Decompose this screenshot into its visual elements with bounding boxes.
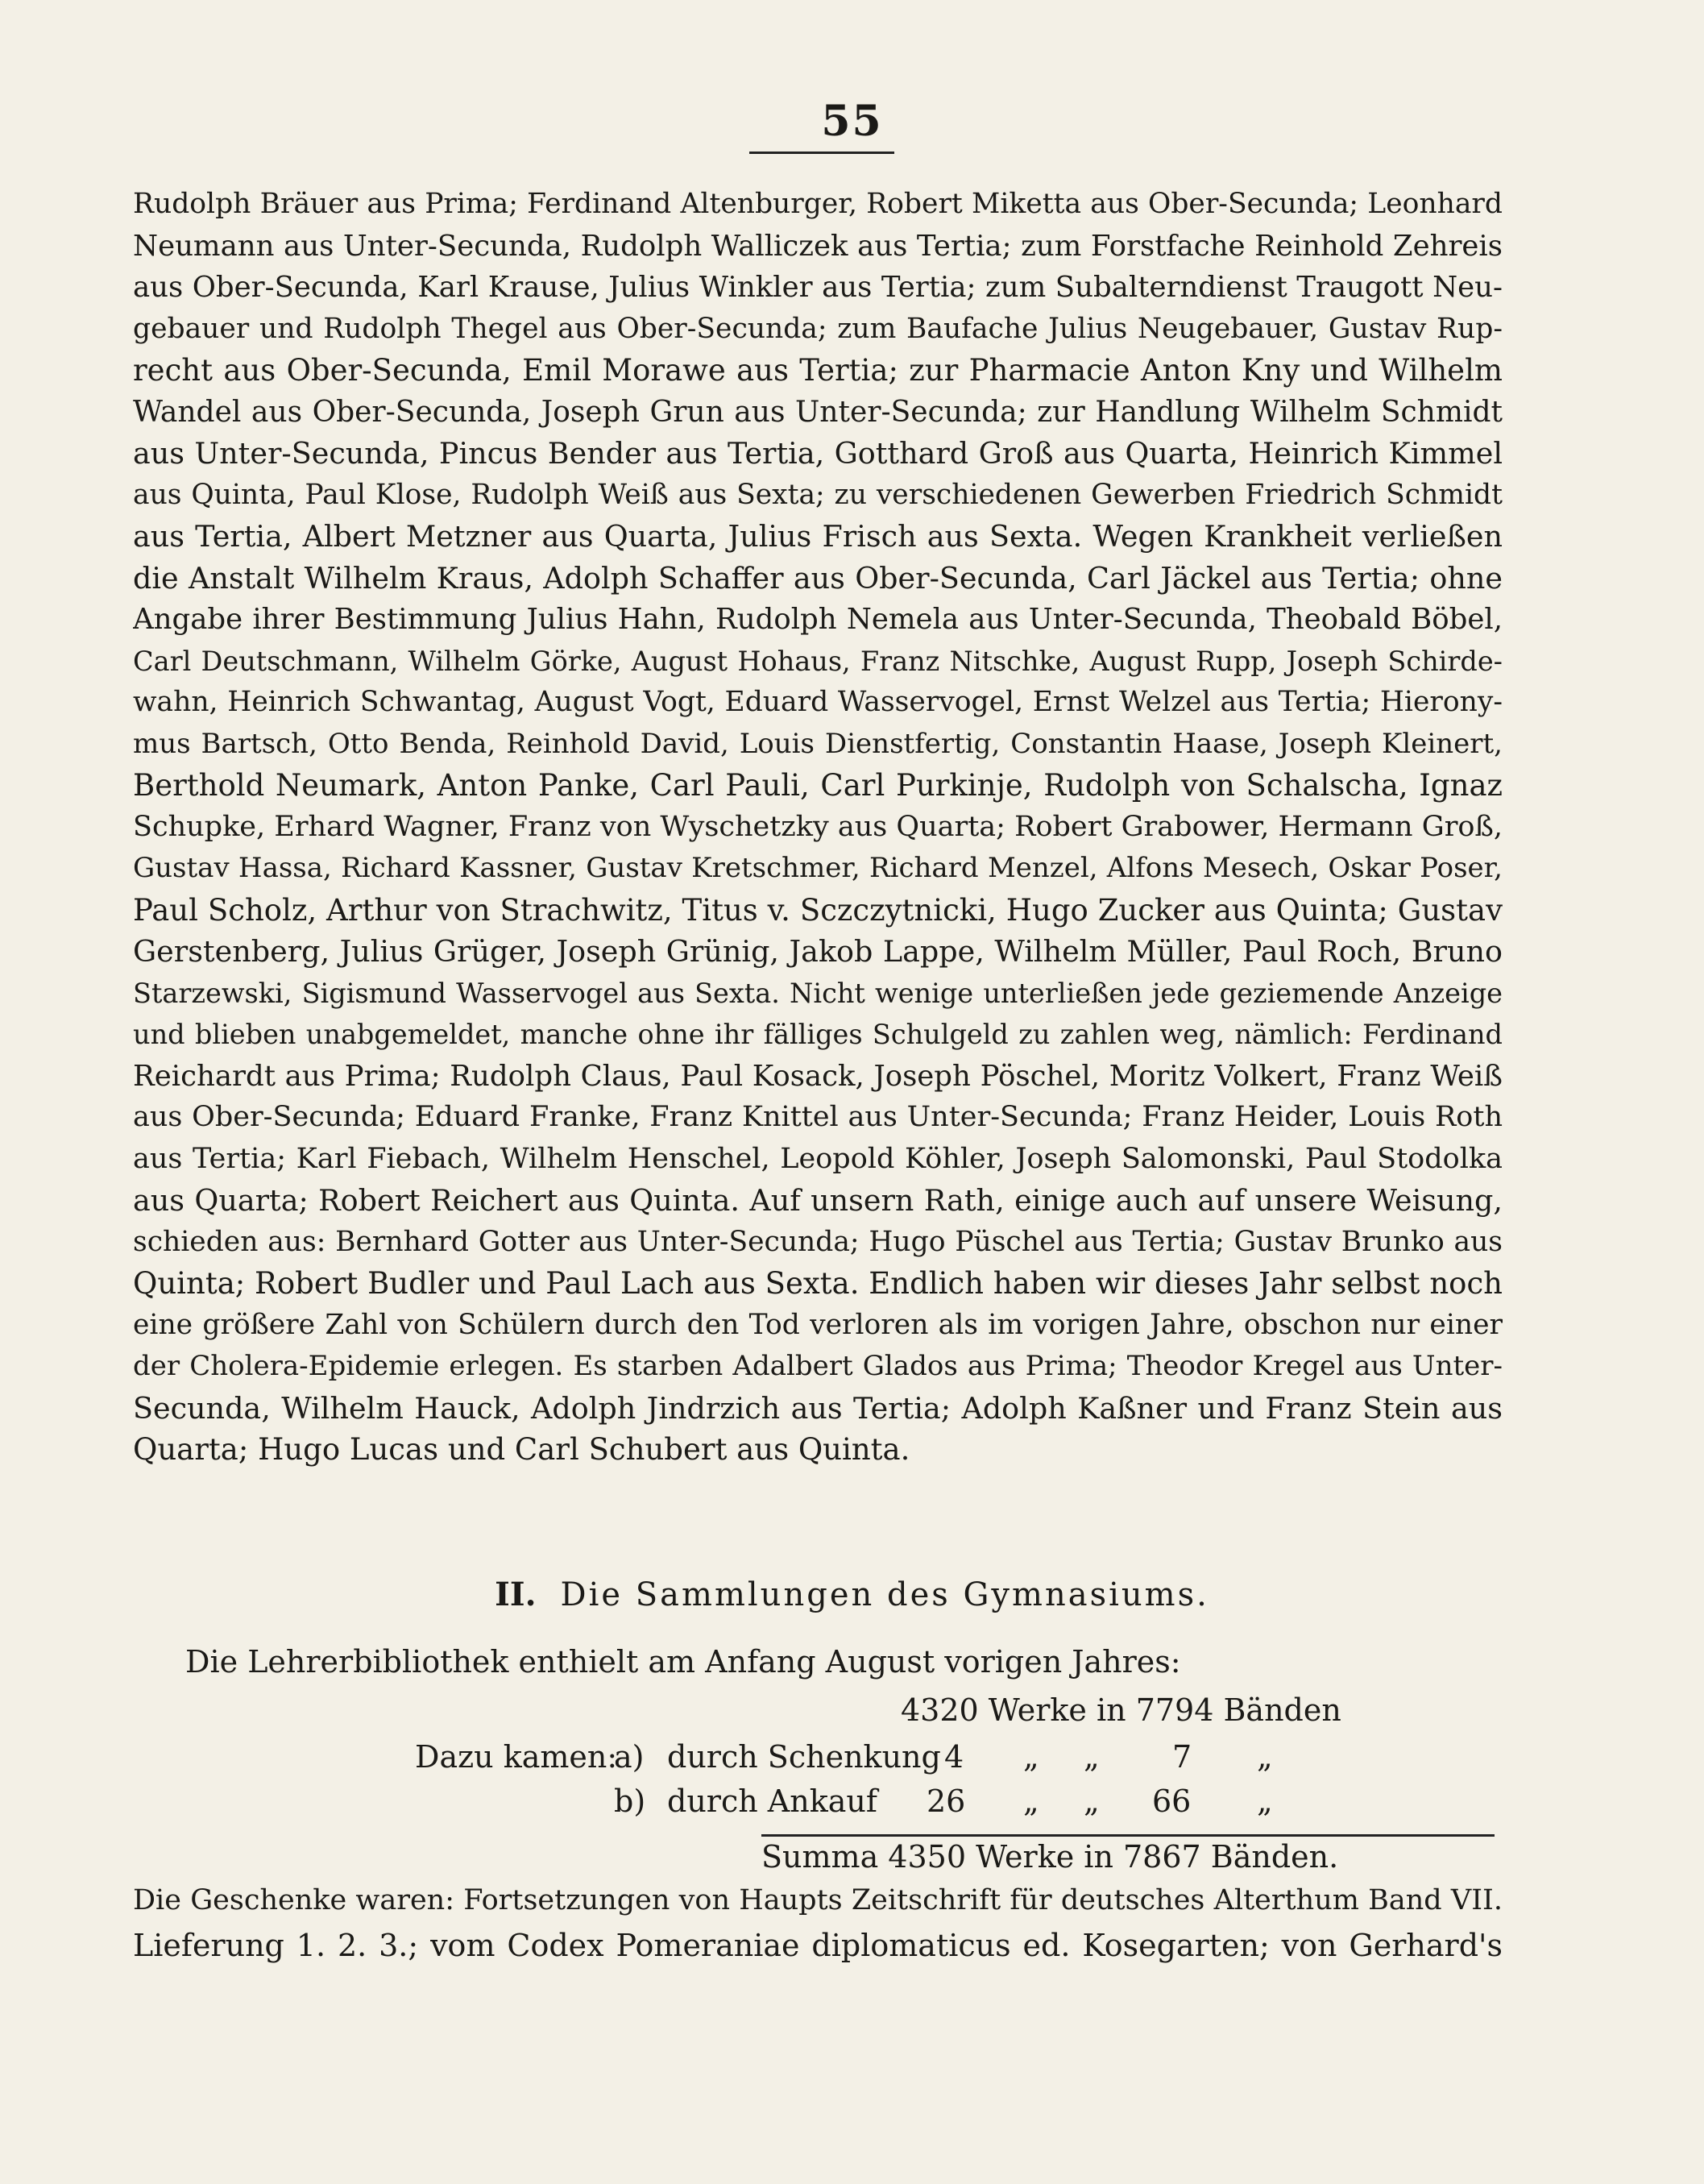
text-line: Quinta; Robert Budler und Paul Lach aus Sexta. Endlich haben wir dieses Jahr selbst noch — [133, 1266, 1503, 1301]
library-intro: Die Lehrerbibliothek enthielt am Anfang August vorigen Jahres: — [185, 1644, 1181, 1680]
text-line: Gerstenberg, Julius Grüger, Joseph Grünig, Jakob Lappe, Wilhelm Müller, Paul Roch, Bruno — [133, 934, 1503, 969]
library-base-count: 4320 Werke in 7794 Bänden — [901, 1692, 1341, 1728]
library-summa: Summa 4350 Werke in 7867 Bänden. — [761, 1839, 1339, 1875]
row-b-label: durch Ankauf — [667, 1783, 877, 1819]
dazu-kamen-label: Dazu kamen: — [415, 1739, 618, 1775]
row-a-ditto: „ — [1257, 1739, 1273, 1775]
row-b-works: 26 — [927, 1783, 966, 1819]
text-line: aus Tertia, Albert Metzner aus Quarta, Julius Frisch aus Sexta. Wegen Krankheit verließen — [133, 519, 1503, 554]
text-line: eine größere Zahl von Schülern durch den Tod verloren als im vorigen Jahre, obschon nur einer — [133, 1308, 1503, 1341]
text-line: Gustav Hassa, Richard Kassner, Gustav Kretschmer, Richard Menzel, Alfons Mesech, Oskar Poser, — [133, 852, 1503, 884]
row-a-label: durch Schenkung — [667, 1739, 941, 1775]
text-line: Quarta; Hugo Lucas und Carl Schubert aus Quinta. — [133, 1432, 910, 1467]
row-b-ditto: „ — [1023, 1783, 1039, 1819]
text-line: und blieben unabgemeldet, manche ohne ihr fälliges Schulgeld zu zahlen weg, nämlich: Ferdinand — [133, 1019, 1503, 1050]
text-line: Angabe ihrer Bestimmung Julius Hahn, Rudolph Nemela aus Unter-Secunda, Theobald Böbel, — [133, 603, 1503, 636]
row-b-letter: b) — [614, 1783, 646, 1819]
section-title: Die Sammlungen des Gymnasiums. — [560, 1576, 1209, 1613]
section-heading — [0, 1576, 1704, 1613]
text-line: Paul Scholz, Arthur von Strachwitz, Titus v. Sczczytnicki, Hugo Zucker aus Quinta; Gustav — [133, 892, 1503, 928]
text-line: aus Ober-Secunda, Karl Krause, Julius Winkler aus Tertia; zum Subalterndienst Traugott Neu- — [133, 271, 1503, 304]
body-paragraph — [133, 184, 1503, 1471]
text-line: mus Bartsch, Otto Benda, Reinhold David, Louis Dienstfertig, Constantin Haase, Joseph Kleinert, — [133, 727, 1503, 760]
text-line: Rudolph Bräuer aus Prima; Ferdinand Altenburger, Robert Miketta aus Ober-Secunda; Leonhard — [133, 188, 1503, 220]
row-a-works: 4 — [944, 1739, 964, 1775]
text-line: Lieferung 1. 2. 3.; vom Codex Pomeraniae diplomaticus ed. Kosegarten; von Gerhard's — [133, 1928, 1503, 1963]
row-a-ditto: „ — [1084, 1739, 1100, 1775]
section-number: II. — [495, 1576, 537, 1613]
row-a-ditto: „ — [1023, 1739, 1039, 1775]
text-line: wahn, Heinrich Schwantag, August Vogt, Eduard Wasservogel, Ernst Welzel aus Tertia; Hierony- — [133, 686, 1503, 718]
row-a-volumes: 7 — [1172, 1739, 1192, 1775]
text-line: schieden aus: Bernhard Gotter aus Unter-Secunda; Hugo Püschel aus Tertia; Gustav Brunko aus — [133, 1225, 1503, 1258]
text-line: Die Geschenke waren: Fortsetzungen von Haupts Zeitschrift für deutsches Alterthum Band VII. — [133, 1884, 1503, 1916]
text-line: aus Quinta, Paul Klose, Rudolph Weiß aus Sexta; zu verschiedenen Gewerben Friedrich Schmidt — [133, 478, 1503, 511]
text-line: aus Unter-Secunda, Pincus Bender aus Tertia, Gotthard Groß aus Quarta, Heinrich Kimmel — [133, 436, 1503, 471]
text-line: der Cholera-Epidemie erlegen. Es starben Adalbert Glados aus Prima; Theodor Kregel aus Unter- — [133, 1350, 1503, 1382]
text-line: Berthold Neumark, Anton Panke, Carl Pauli, Carl Purkinje, Rudolph von Schalscha, Ignaz — [133, 768, 1503, 803]
text-line: gebauer und Rudolph Thegel aus Ober-Secunda; zum Baufache Julius Neugebauer, Gustav Rup- — [133, 312, 1503, 345]
text-line: Starzewski, Sigismund Wasservogel aus Sexta. Nicht wenige unterließen jede geziemende Anzeige — [133, 977, 1503, 1009]
text-line: Carl Deutschmann, Wilhelm Görke, August Hohaus, Franz Nitschke, August Rupp, Joseph Schirde- — [133, 645, 1503, 677]
text-line: Reichardt aus Prima; Rudolph Claus, Paul Kosack, Joseph Pöschel, Moritz Volkert, Franz Weiß — [133, 1059, 1503, 1093]
closing-paragraph — [133, 1878, 1503, 1968]
page-number: 55 — [821, 97, 883, 146]
row-b-ditto: „ — [1084, 1783, 1100, 1819]
text-line: recht aus Ober-Secunda, Emil Morawe aus Tertia; zur Pharmacie Anton Kny und Wilhelm — [133, 353, 1503, 388]
text-line: Wandel aus Ober-Secunda, Joseph Grun aus Unter-Secunda; zur Handlung Wilhelm Schmidt — [133, 395, 1503, 429]
text-line: Neumann aus Unter-Secunda, Rudolph Walliczek aus Tertia; zum Forstfache Reinhold Zehreis — [133, 229, 1503, 263]
page-number-rule — [749, 152, 894, 154]
text-line: aus Ober-Secunda; Eduard Franke, Franz Knittel aus Unter-Secunda; Franz Heider, Louis Roth — [133, 1101, 1503, 1133]
text-line: die Anstalt Wilhelm Kraus, Adolph Schaffer aus Ober-Secunda, Carl Jäckel aus Tertia; ohne — [133, 560, 1503, 596]
text-line: Schupke, Erhard Wagner, Franz von Wyschetzky aus Quarta; Robert Grabower, Hermann Groß, — [133, 810, 1503, 843]
row-b-ditto: „ — [1257, 1783, 1273, 1819]
text-line: Secunda, Wilhelm Hauck, Adolph Jindrzich aus Tertia; Adolph Kaßner und Franz Stein aus — [133, 1390, 1503, 1426]
row-a-letter: a) — [614, 1739, 645, 1775]
text-line: aus Tertia; Karl Fiebach, Wilhelm Henschel, Leopold Köhler, Joseph Salomonski, Paul Stodolka — [133, 1142, 1503, 1175]
text-line: aus Quarta; Robert Reichert aus Quinta. Auf unsern Rath, einige auch auf unsere Weisung, — [133, 1183, 1503, 1218]
summa-rule — [761, 1834, 1495, 1837]
row-b-volumes: 66 — [1152, 1783, 1192, 1819]
